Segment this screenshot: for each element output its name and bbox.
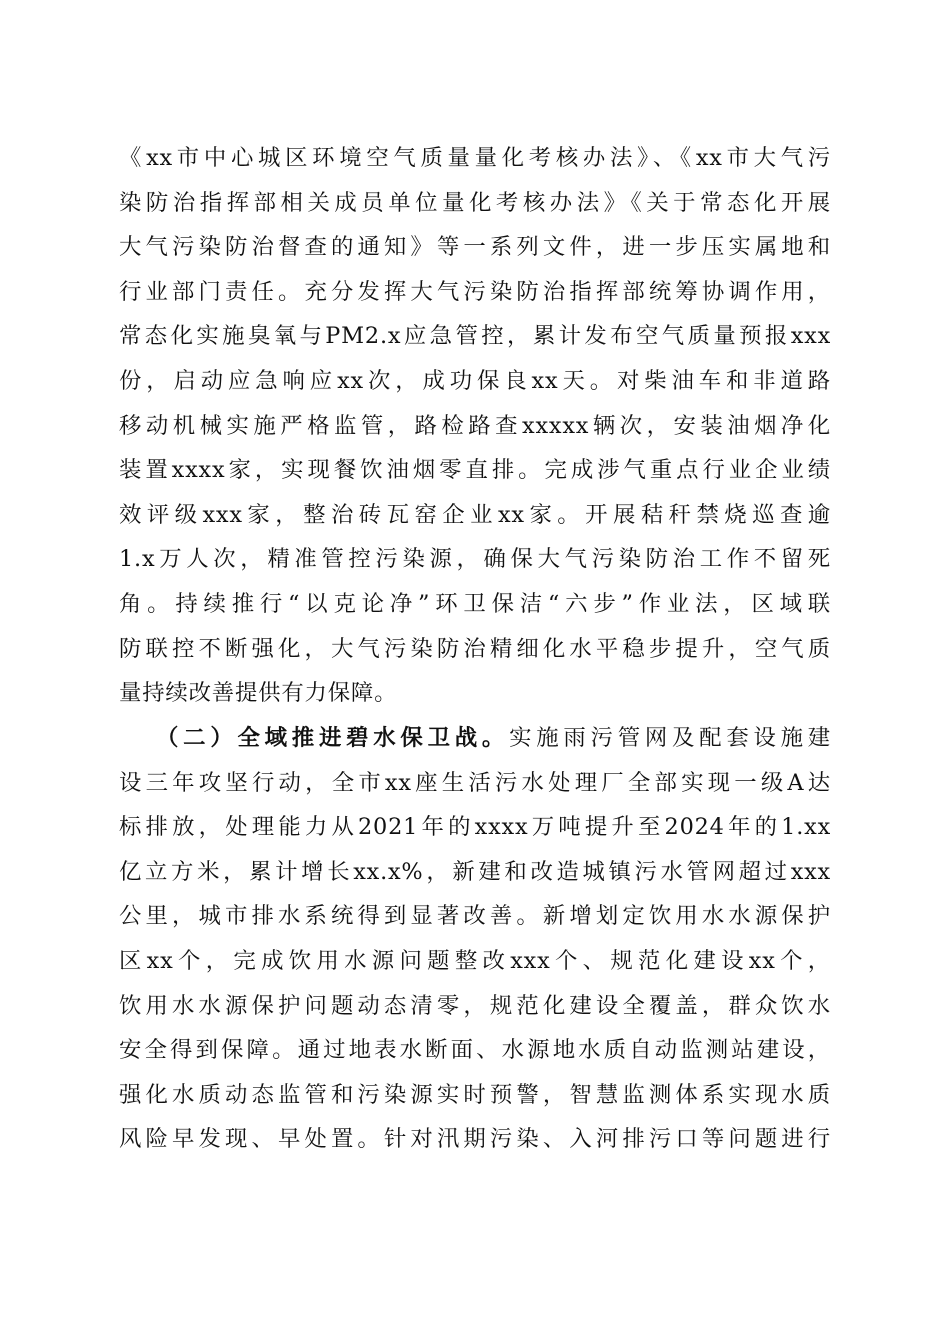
text-line: 移动机械实施严格监管，路检路查xxxxx辆次，安装油烟净化 [119, 412, 831, 439]
text-line: 设三年攻坚行动，全市xx座生活污水处理厂全部实现一级A达 [119, 769, 831, 796]
text-line: 区xx个，完成饮用水源问题整改xxx个、规范化建设xx个， [119, 947, 831, 974]
text-line: 《xx市中心城区环境空气质量量化考核办法》、《xx市大气污 [119, 145, 831, 171]
text-line: 1.x万人次，精准管控污染源，确保大气污染防治工作不留死 [119, 546, 831, 573]
text-line: 饮用水水源保护问题动态清零，规范化建设全覆盖，群众饮水 [119, 992, 831, 1019]
paragraph-water-protection [119, 716, 831, 1162]
text-line: 行业部门责任。充分发挥大气污染防治指挥部统筹协调作用， [119, 278, 831, 305]
text-line: 公里，城市排水系统得到显著改善。新增划定饮用水水源保护 [119, 903, 831, 930]
text-line: 染防治指挥部相关成员单位量化考核办法》《关于常态化开展 [119, 189, 831, 216]
text-line: 标排放，处理能力从2021年的xxxx万吨提升至2024年的1.xx [119, 814, 831, 841]
text-line: 强化水质动态监管和污染源实时预警，智慧监测体系实现水质 [119, 1081, 831, 1108]
text-line: 量持续改善提供有力保障。 [119, 680, 398, 707]
text-line: 防联控不断强化，大气污染防治精细化水平稳步提升，空气质 [119, 635, 831, 662]
text-run: 实施雨污管网及配套设施建 [509, 725, 831, 751]
text-line: 风险早发现、早处置。针对汛期污染、入河排污口等问题进行 [119, 1126, 831, 1153]
text-line: 效评级xxx家，整治砖瓦窑企业xx家。开展秸秆禁烧巡查逾 [119, 501, 831, 528]
text-line: 常态化实施臭氧与PM2.x应急管控，累计发布空气质量预报xxx [119, 323, 831, 350]
paragraph-first-line [119, 716, 831, 761]
text-line: 角。持续推行“以克论净”环卫保洁“六步”作业法，区域联 [119, 590, 831, 617]
section-heading: （二）全域推进碧水保卫战。 [156, 725, 510, 751]
text-line: 安全得到保障。通过地表水断面、水源地水质自动监测站建设， [119, 1037, 831, 1064]
text-line: 大气污染防治督查的通知》等一系列文件，进一步压实属地和 [119, 234, 831, 261]
paragraph-air-pollution [119, 136, 831, 716]
text-line: 亿立方米，累计增长xx.x%，新建和改造城镇污水管网超过xxx [119, 858, 831, 885]
text-line: 份，启动应急响应xx次，成功保良xx天。对柴油车和非道路 [119, 367, 831, 394]
text-line: 装置xxxx家，实现餐饮油烟零直排。完成涉气重点行业企业绩 [119, 457, 831, 484]
